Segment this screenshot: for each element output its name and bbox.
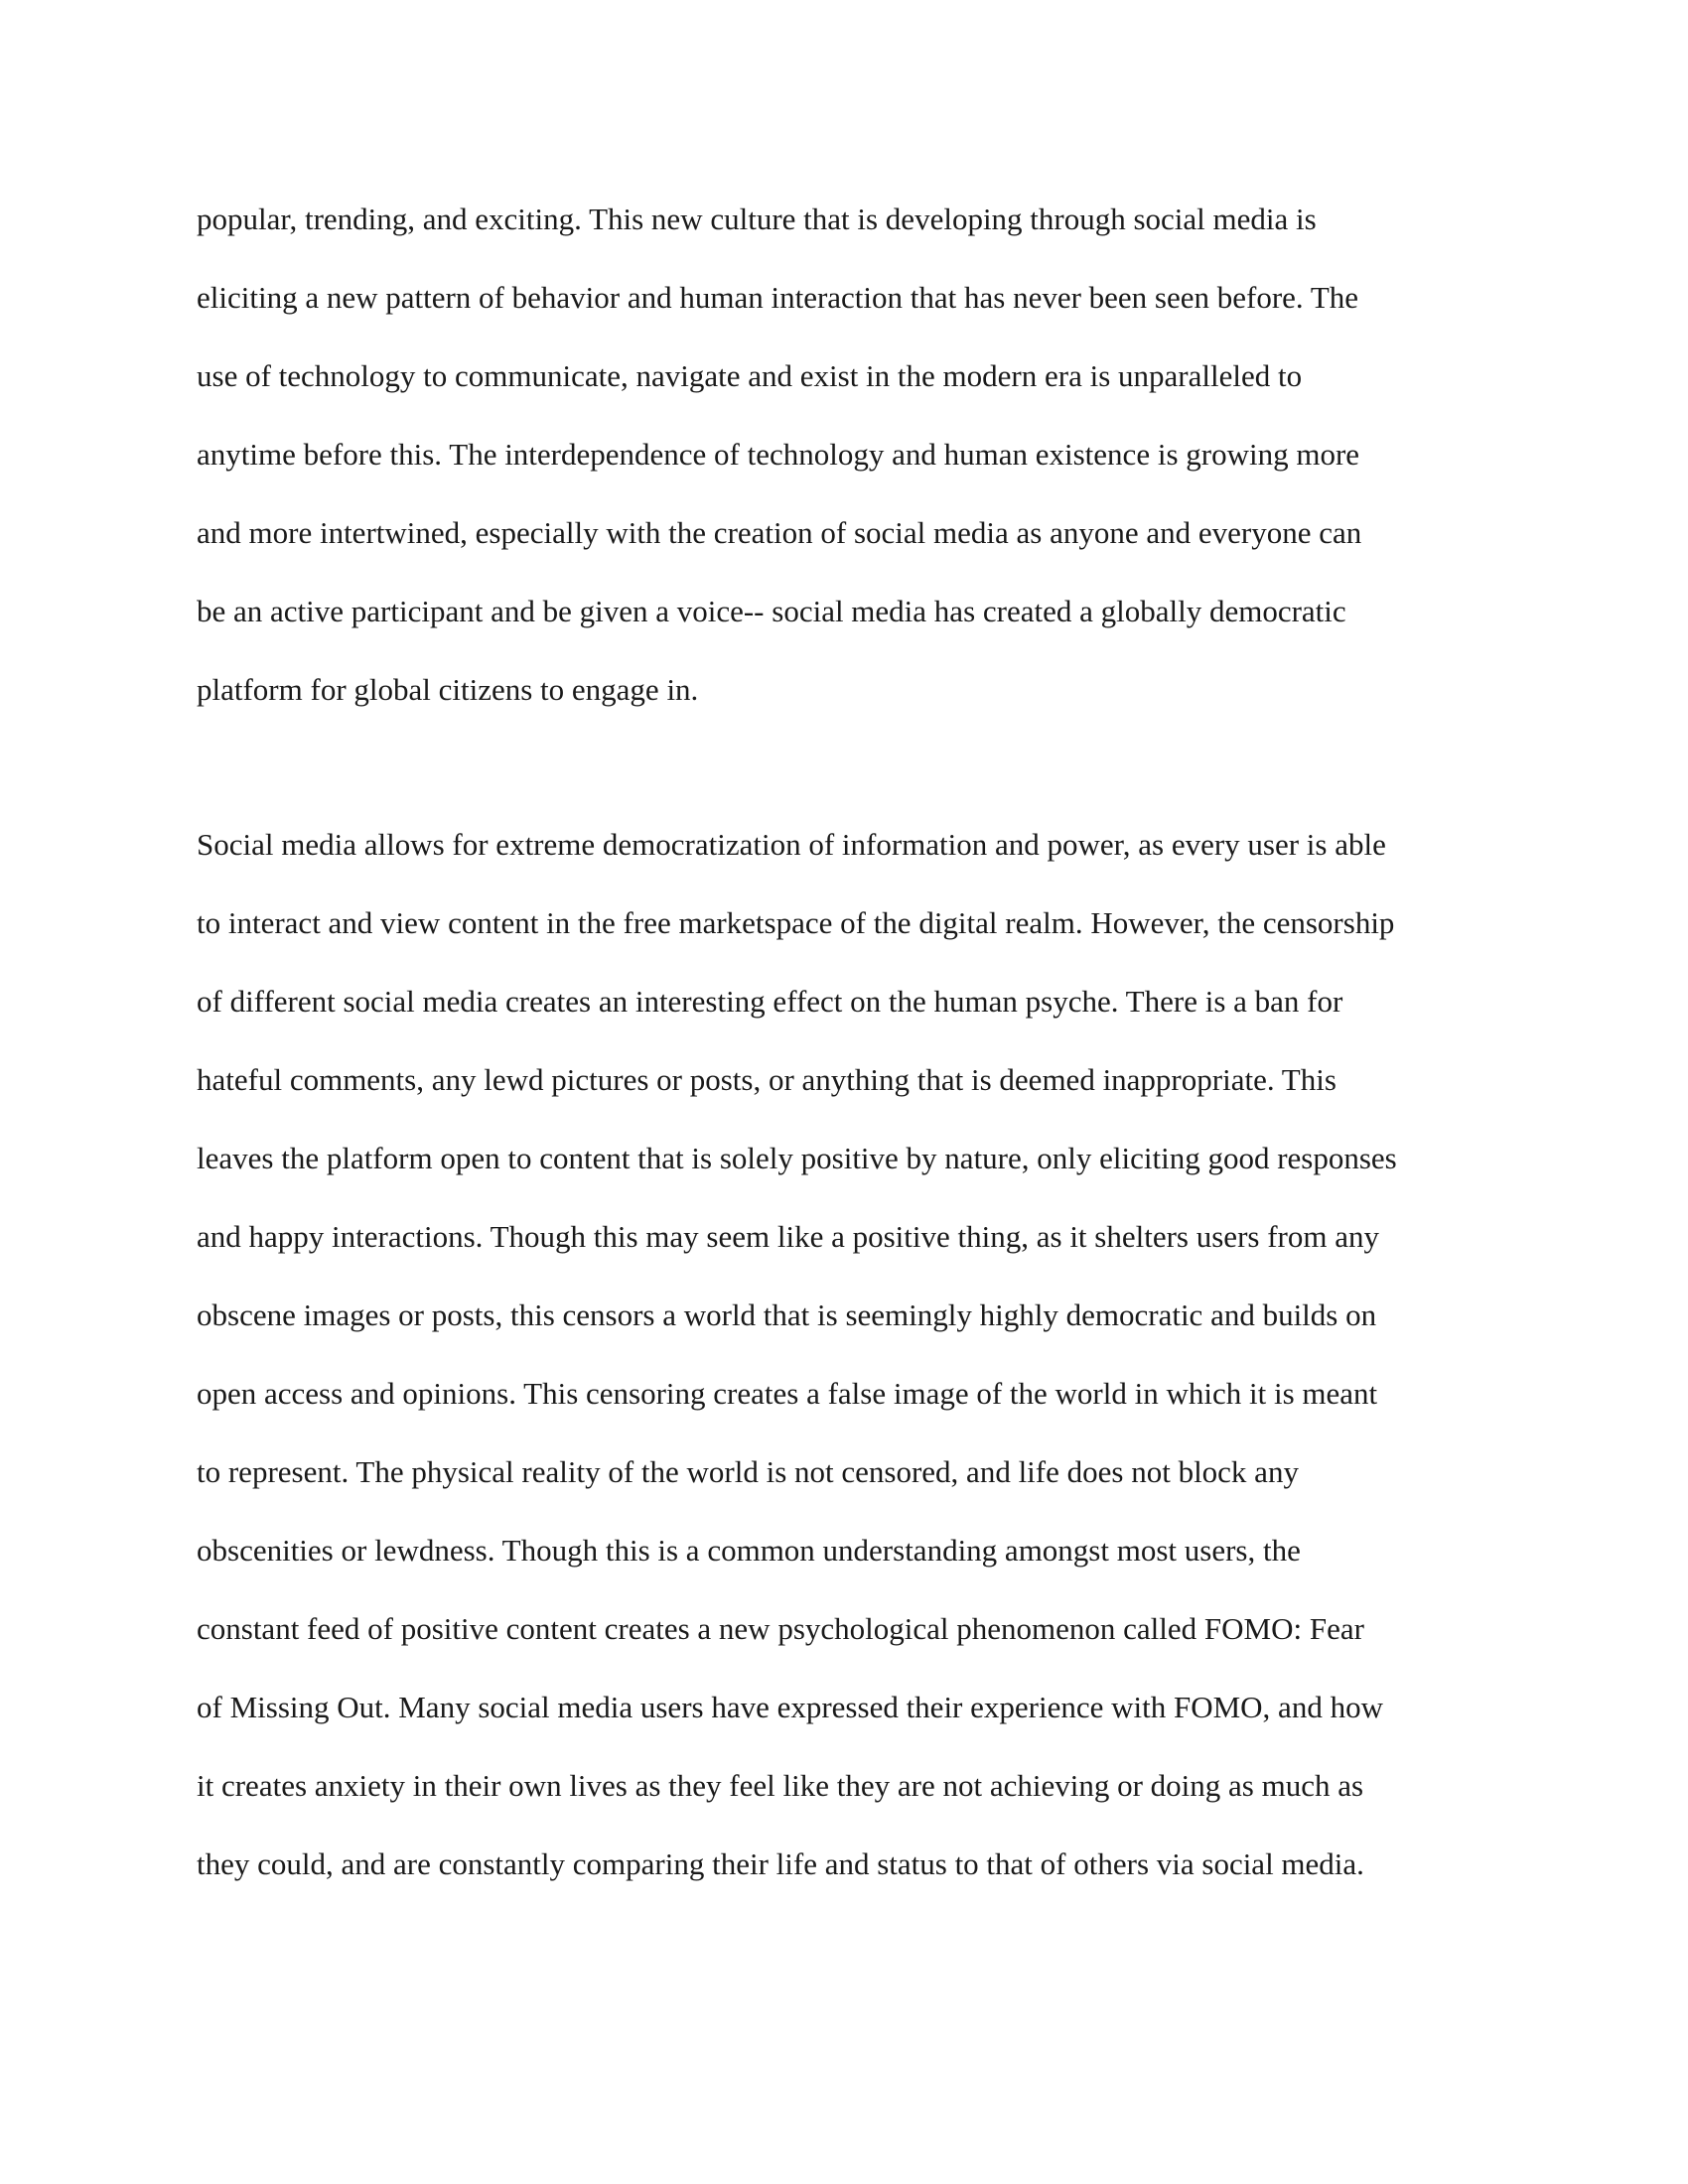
text-line: to interact and view content in the free marketspace of the digital realm. However, the censorship [197,905,1395,940]
text-line: anytime before this. The interdependence of technology and human existence is growing more [197,437,1360,472]
paragraph-2 [197,805,1507,1903]
text-line: obscene images or posts, this censors a world that is seemingly highly democratic and builds on [197,1297,1377,1332]
text-line: popular, trending, and exciting. This new culture that is developing through social media is [197,202,1317,236]
text-line: it creates anxiety in their own lives as they feel like they are not achieving or doing as much as [197,1768,1364,1803]
text-line: use of technology to communicate, navigate and exist in the modern era is unparalleled to [197,358,1303,393]
text-line: obscenities or lewdness. Though this is a common understanding amongst most users, the [197,1533,1301,1568]
text-line: Social media allows for extreme democratization of information and power, as every user is able [197,827,1386,862]
text-line: they could, and are constantly comparing their life and status to that of others via social media. [197,1846,1364,1881]
text-line: to represent. The physical reality of the world is not censored, and life does not block any [197,1454,1299,1489]
text-line: hateful comments, any lewd pictures or posts, or anything that is deemed inappropriate. This [197,1062,1336,1097]
text-line: platform for global citizens to engage in. [197,672,699,707]
text-line: of Missing Out. Many social media users have expressed their experience with FOMO, and how [197,1690,1383,1724]
text-line: and happy interactions. Though this may seem like a positive thing, as it shelters users from any [197,1219,1379,1254]
paragraph-1 [197,180,1507,729]
text-line: and more intertwined, especially with the creation of social media as anyone and everyone can [197,515,1362,550]
text-line: leaves the platform open to content that is solely positive by nature, only eliciting good responses [197,1141,1397,1175]
text-line: constant feed of positive content creates a new psychological phenomenon called FOMO: Fear [197,1611,1364,1646]
text-line: open access and opinions. This censoring creates a false image of the world in which it is meant [197,1376,1378,1411]
text-line: eliciting a new pattern of behavior and human interaction that has never been seen before. The [197,280,1359,315]
text-line: of different social media creates an interesting effect on the human psyche. There is a ban for [197,984,1343,1019]
text-line: be an active participant and be given a voice-- social media has created a globally democratic [197,594,1346,628]
